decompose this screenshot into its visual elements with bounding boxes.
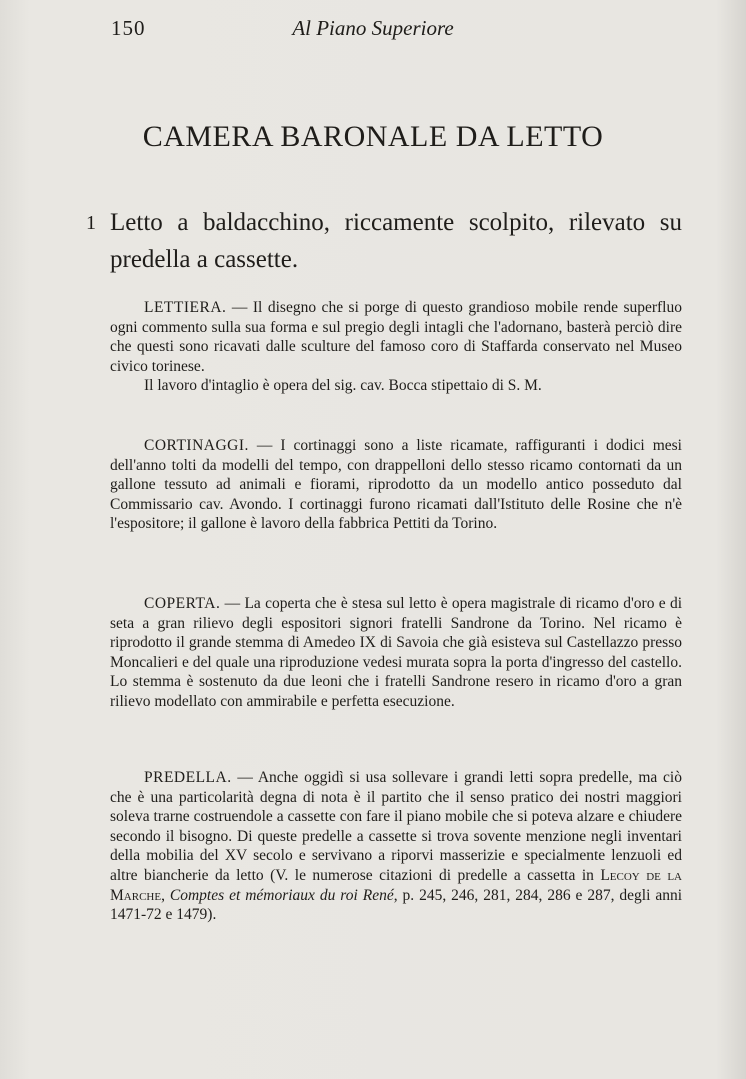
citation-author: Lecoy de la Marche [110,866,682,904]
label-predella: PREDELLA. [144,769,232,786]
item-description: Letto a baldacchino, riccamente scolpito, rilevato su predella a cassette. [110,209,682,273]
text-lettiera: — Il disegno che si porge di questo grandioso mobile rende superfluo ogni commento sulla sua forma e sul pregio degli intagli che l'adornano, basterà perciò dire che questi sono ricavati dalle sculture del famoso coro di Staffarda conservato nel Museo civico torinese. [110,299,682,375]
citation-comma: , [161,886,170,904]
text-predella: — Anche oggidì si usa sollevare i grandi letti sopra predelle, ma ciò che è una particolarità degna di nota è il partito che il senso pratico dei nostri maggiori soleva trarne costruendole a cassette con fare il piano mobile che si poteva alzare e chiudere secondo il bisogno. Di queste predelle a cassette si trova sovente menzione negli inventari della mobilia del XV secolo e servivano a riporvi masserizie e specialmente lenzuoli ed altre biancherie da letto (V. le numerose citazioni di predelle a cassetta in [110,769,682,884]
text-coperta: — La coperta che è stesa sul letto è opera magistrale di ricamo d'oro e di seta a gran rilievo degli espositori signori fratelli Sandrone da Torino. Nel ricamo è riprodotto il grande stemma di Amedeo IX di Savoia che già esisteva sul Castellazzo presso Moncalieri e del quale una riproduzione vedesi murata sopra la porta d'ingresso del castello. Lo stemma è sostenuto da due leoni che i fratelli Sandrone resero in ricamo d'oro a gran rilievo modellato con ammirabile e perfetta esecuzione. [110,595,682,710]
section-title: CAMERA BARONALE DA LETTO [142,120,604,153]
page-number: 150 [111,16,146,40]
label-coperta: COPERTA. [144,595,221,612]
text-cortinaggi: — I cortinaggi sono a liste ricamate, raffiguranti i dodici mesi dell'anno tolti da modelli del tempo, con drappelloni dello stesso ricamo contornati da un gallone tessuto ad animali e fiorami, riprodotto da un modello antico posseduto dal Commissario cav. Avondo. I cortinaggi furono ricamati dall'Istituto delle Rosine che n'è l'espositore; il gallone è lavoro della fabbrica Pettiti da Torino. [110,437,682,533]
citation-title: Comptes et mémoriaux du roi René [169,886,394,904]
paragraph-cortinaggi [110,436,682,534]
label-lettiera: LETTIERA. [144,299,227,316]
text-lettiera-2: Il lavoro d'intaglio è opera del sig. cav. Bocca stipettaio di S. M. [144,377,542,395]
paragraph-predella [110,768,682,925]
paragraph-coperta [110,594,682,712]
running-header [0,16,746,46]
label-cortinaggi: CORTINAGGI. [144,437,249,454]
citation-pages: , p. 245, 246, 281, 284, 286 e 287, degli anni 1471-72 e 1479). [110,886,683,924]
running-title: Al Piano Superiore [292,16,454,40]
paragraph-lettiera [110,298,682,396]
item-number: 1 [86,212,96,234]
